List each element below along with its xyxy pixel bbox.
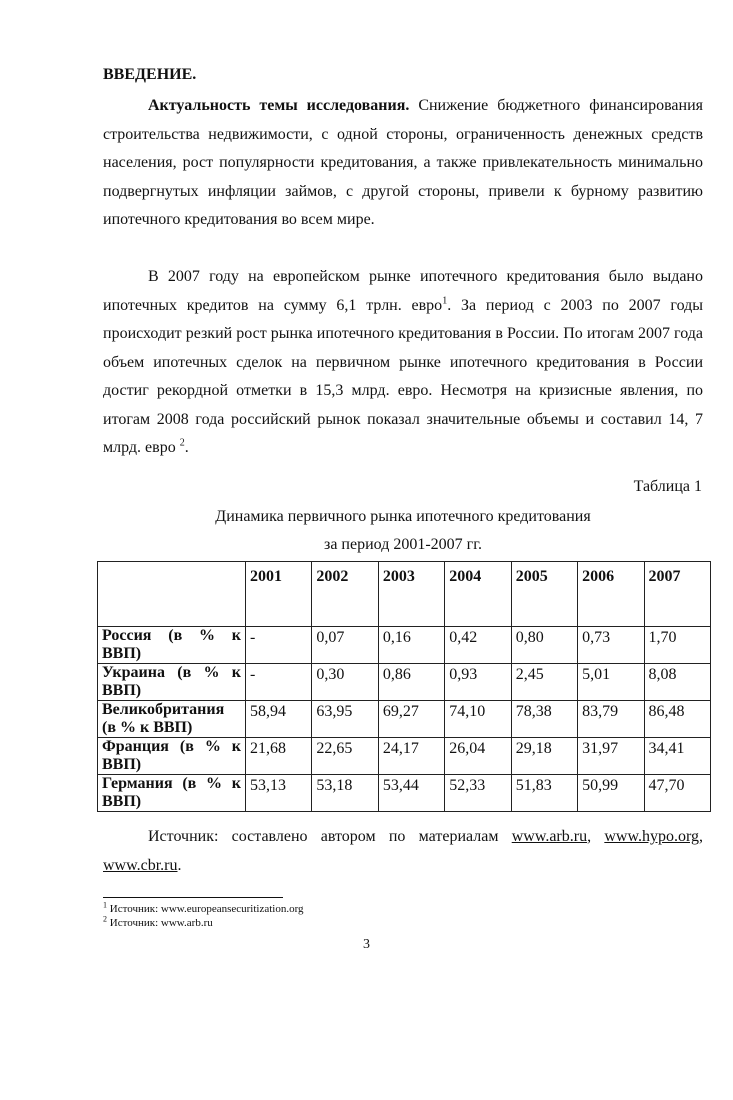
paragraph-market <box>103 263 703 463</box>
header-year: 2004 <box>445 562 511 627</box>
row-label: Великобритания (в % к ВВП) <box>98 701 246 738</box>
source-text: Источник: составлено автором по материалам <box>148 828 512 845</box>
table-cell: 8,08 <box>644 664 710 701</box>
table-cell: 0,16 <box>378 627 444 664</box>
table-cell: 53,44 <box>378 775 444 812</box>
table-cell: 24,17 <box>378 738 444 775</box>
table-cell: 26,04 <box>445 738 511 775</box>
header-year: 2001 <box>246 562 312 627</box>
table-cell: 47,70 <box>644 775 710 812</box>
table-cell: 63,95 <box>312 701 378 738</box>
table-cell: 53,13 <box>246 775 312 812</box>
header-empty-cell <box>98 562 246 627</box>
table-cell: 0,73 <box>578 627 644 664</box>
table-row <box>98 775 711 812</box>
source-link-arb[interactable]: www.arb.ru <box>511 828 588 845</box>
mortgage-table <box>97 561 711 812</box>
table-cell: - <box>246 627 312 664</box>
table-row <box>98 664 711 701</box>
table-cell: 1,70 <box>644 627 710 664</box>
table-cell: 31,97 <box>578 738 644 775</box>
table-cell: 69,27 <box>378 701 444 738</box>
table-cell: 78,38 <box>511 701 577 738</box>
footnote-2 <box>103 914 213 929</box>
table-cell: 5,01 <box>578 664 644 701</box>
table-cell: 0,80 <box>511 627 577 664</box>
header-year: 2002 <box>312 562 378 627</box>
table-cell: - <box>246 664 312 701</box>
header-year: 2007 <box>644 562 710 627</box>
row-label: Германия (в % к ВВП) <box>98 775 246 812</box>
table-cell: 50,99 <box>578 775 644 812</box>
table-cell: 0,93 <box>445 664 511 701</box>
footnote-1 <box>103 900 304 915</box>
table-cell: 52,33 <box>445 775 511 812</box>
footnote-ref-2: 2 <box>179 437 185 449</box>
table-cell: 58,94 <box>246 701 312 738</box>
page-number: 3 <box>363 937 370 952</box>
source-end: . <box>177 857 182 874</box>
row-label: Россия (в % к ВВП) <box>98 627 246 664</box>
header-year: 2005 <box>511 562 577 627</box>
table-cell: 21,68 <box>246 738 312 775</box>
table-cell: 0,86 <box>378 664 444 701</box>
table-caption-line2: за период 2001-2007 гг. <box>324 536 482 553</box>
row-label: Украина (в % к ВВП) <box>98 664 246 701</box>
table-caption-line1: Динамика первичного рынка ипотечного кредитования <box>215 508 591 525</box>
table-cell: 2,45 <box>511 664 577 701</box>
table-cell: 86,48 <box>644 701 710 738</box>
paragraph-relevance <box>103 92 703 235</box>
footnote-ref-1: 1 <box>442 295 448 307</box>
footnote-number: 2 <box>103 914 107 924</box>
source-separator: , <box>699 828 703 845</box>
table-label: Таблица 1 <box>633 478 702 495</box>
footnote-text: Источник: www.europeansecuritization.org <box>107 903 304 915</box>
market-text-a: В 2007 году на европейском рынке ипотечного кредитования было выдано ипотечных кредитов на сумму 6,1 трлн. евро <box>103 268 703 314</box>
relevance-title: Актуальность темы исследования. <box>148 97 410 114</box>
table-cell: 29,18 <box>511 738 577 775</box>
section-heading: ВВЕДЕНИЕ. <box>103 66 197 83</box>
header-year: 2003 <box>378 562 444 627</box>
market-text-b: . За период с 2003 по 2007 годы происходит резкий рост рынка ипотечного кредитования в России. По итогам 2007 года объем ипотечных сделок на первичном рынке ипотечного кредитования в России достиг рекордной отметки в 15,3 млрд. евро. Несмотря на кризисные явления, по итогам 2008 года российский рынок показал значительные объемы и составил 14, 7 млрд. евро <box>103 296 703 456</box>
table-row <box>98 627 711 664</box>
market-text-c: . <box>184 439 189 456</box>
table-cell: 74,10 <box>445 701 511 738</box>
source-separator: , <box>587 828 605 845</box>
table-cell: 22,65 <box>312 738 378 775</box>
footnote-divider <box>103 897 283 898</box>
table-cell: 83,79 <box>578 701 644 738</box>
table-row <box>98 738 711 775</box>
table-cell: 0,30 <box>312 664 378 701</box>
table-cell: 53,18 <box>312 775 378 812</box>
header-year: 2006 <box>578 562 644 627</box>
footnote-text: Источник: www.arb.ru <box>107 917 213 929</box>
table-header-row <box>98 562 711 627</box>
row-label: Франция (в % к ВВП) <box>98 738 246 775</box>
table-cell: 0,42 <box>445 627 511 664</box>
table-row <box>98 701 711 738</box>
table-cell: 51,83 <box>511 775 577 812</box>
table-source <box>103 822 703 880</box>
source-link-cbr[interactable]: www.cbr.ru <box>103 857 178 874</box>
source-link-hypo[interactable]: www.hypo.org <box>604 828 699 845</box>
footnote-number: 1 <box>103 900 107 910</box>
table-cell: 34,41 <box>644 738 710 775</box>
relevance-text: Снижение бюджетного финансирования строительства недвижимости, с одной стороны, ограниченность денежных средств населения, рост популярности кредитования, а также привлекательность минимально подвергнутых инфляции займов, с другой стороны, привели к бурному развитию ипотечного кредитования во всем мире. <box>103 97 703 228</box>
table-cell: 0,07 <box>312 627 378 664</box>
